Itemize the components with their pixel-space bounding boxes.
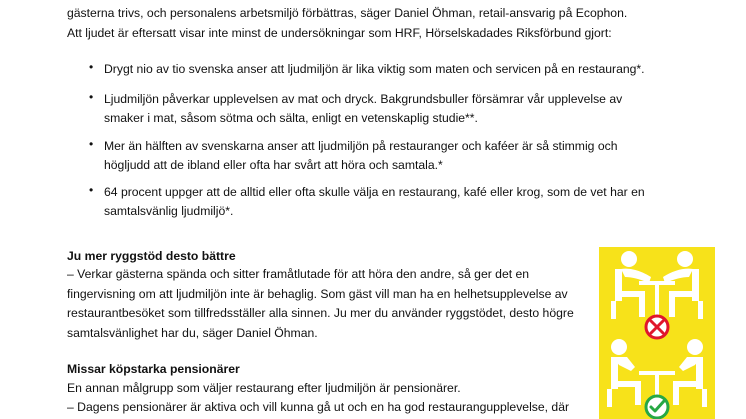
bad-posture-icon	[646, 316, 668, 338]
bullet-glyph: •	[89, 90, 94, 104]
section-heading-pensioners: Missar köpstarka pensionärer	[67, 362, 240, 376]
leaning-people-figure	[611, 251, 703, 319]
section-line-2: – Dagens pensionärer är aktiva och vill kunna gå ut och en ha god restaurangupplevelse, där	[67, 400, 570, 414]
bullet-text: Drygt nio av tio svenska anser att ljudmiljön är lika viktig som maten och servicen på en restaurang*.	[104, 62, 645, 76]
section-line-1: En annan målgrupp som väljer restaurang efter ljudmiljön är pensionärer.	[67, 381, 461, 395]
section-heading-backrest: Ju mer ryggstöd desto bättre	[67, 249, 236, 263]
bullet-text: Ljudmiljön påverkar upplevelsen av mat och dryck. Bakgrundsbuller försämrar vår upplevelse av smaker i mat, såsom sötma och sälta, enligt en vetenskaplig studie**.	[104, 92, 623, 125]
bullet-glyph: •	[89, 137, 94, 151]
seating-figures	[599, 247, 715, 419]
bullet-glyph: •	[89, 60, 94, 74]
bullet-text: Mer än hälften av svenskarna anser att ljudmiljön på restauranger och kaféer är så stimmig och högljudd att de ibland eller ofta har svårt att höra och samtala.*	[104, 139, 618, 172]
section-body-backrest: – Verkar gästerna spända och sitter framåtlutade för att höra den andre, så ger det en fingervisning om att ljudmiljön inte är behaglig. Som gäst vill man ha en helhetsupplevelse av restaurantbesöket som tillfredsställer alla sinnen. Ju mer du använder ryggstödet, desto högre samtalsvänlighet har du, säger Daniel Öhman.	[67, 267, 574, 340]
bullet-text: 64 procent uppger att de alltid eller ofta skulle välja en restaurang, kafé eller krog, som de vet har en samtalsvänlig ljudmiljö*.	[104, 185, 645, 218]
bullet-glyph: •	[89, 183, 94, 197]
intro-line-2: Att ljudet är eftersatt visar inte minst de undersökningar som HRF, Hörselskadades Riksförbund gjort:	[67, 26, 612, 40]
seating-illustration	[599, 247, 715, 419]
good-posture-icon	[646, 396, 668, 418]
intro-line-1: gästerna trivs, och personalens arbetsmiljö förbättras, säger Daniel Öhman, retail-ansvarig på Ecophon.	[67, 6, 628, 20]
